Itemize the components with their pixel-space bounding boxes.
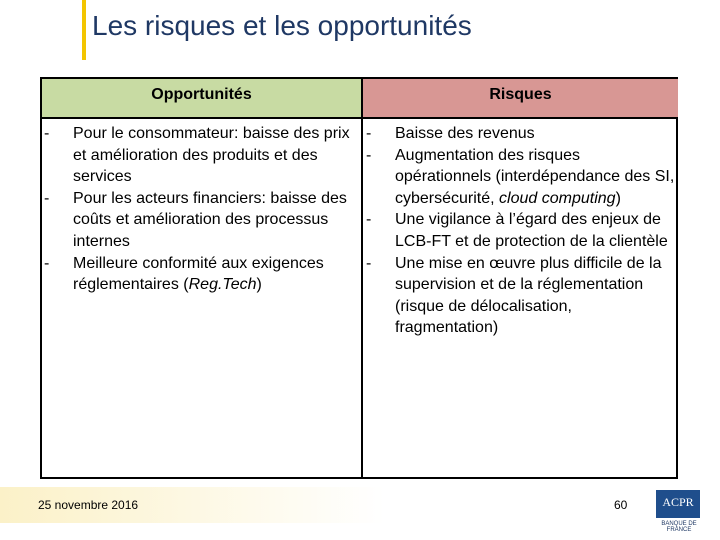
risk-item-text: ) xyxy=(615,189,621,207)
opportunity-item xyxy=(42,253,360,296)
risks-column xyxy=(364,123,676,339)
opportunity-item xyxy=(42,188,360,253)
opportunity-item-text: Reg.Tech xyxy=(188,276,257,294)
column-divider xyxy=(361,79,363,477)
opportunity-item-text: Pour les acteurs financiers: baisse des coûts et amélioration des processus internes xyxy=(73,189,347,250)
opportunities-column xyxy=(42,123,360,296)
acpr-logo xyxy=(650,490,708,532)
logo-subtitle: BANQUE DE FRANCE xyxy=(661,521,697,533)
bullet-dash: - xyxy=(44,125,50,142)
bullet-dash: - xyxy=(366,125,372,142)
risk-item xyxy=(364,253,676,339)
risk-item-text: Une vigilance à l’égard des enjeux de LCB-FT et de protection de la clientèle xyxy=(395,211,668,250)
slide-title: Les risques et les opportunités xyxy=(92,10,472,41)
opportunity-item xyxy=(42,123,360,188)
risk-item xyxy=(364,209,676,252)
risk-item xyxy=(364,123,676,145)
page-number: 60 xyxy=(614,498,628,512)
risk-item-text: cloud computing xyxy=(499,189,616,207)
risk-item xyxy=(364,145,676,210)
opportunity-item-text: ) xyxy=(256,276,262,294)
header-opportunities-label: Opportunités xyxy=(151,86,252,103)
risk-item-text: Augmentation des risques opérationnels (interdépendance des SI, cybersécurité, xyxy=(395,146,675,207)
risk-opportunity-table xyxy=(40,77,678,479)
bullet-dash: - xyxy=(366,146,372,164)
header-risks xyxy=(363,79,678,117)
opportunity-item-text: Meilleure conformité aux exigences réglementaires ( xyxy=(73,254,324,294)
risks-list xyxy=(364,123,676,339)
table-header-row xyxy=(42,79,676,119)
bullet-dash: - xyxy=(44,254,50,272)
opportunity-item-text: Pour le consommateur: baisse des prix et amélioration des produits et des services xyxy=(73,125,350,186)
bullet-dash: - xyxy=(366,211,372,229)
footer-date: 25 novembre 2016 xyxy=(38,498,139,512)
risk-item-text: Une mise en œuvre plus difficile de la supervision et de la réglementation (risque de délocalisation, fragmentation) xyxy=(395,254,662,337)
bullet-dash: - xyxy=(44,189,50,207)
risk-item-text: Baisse des revenus xyxy=(395,125,535,142)
opportunities-list xyxy=(42,123,360,296)
header-risks-label: Risques xyxy=(489,86,552,103)
bullet-dash: - xyxy=(366,254,372,272)
logo-text: ACPR xyxy=(662,495,694,509)
title-accent-bar xyxy=(82,0,86,60)
header-opportunities xyxy=(42,79,361,117)
